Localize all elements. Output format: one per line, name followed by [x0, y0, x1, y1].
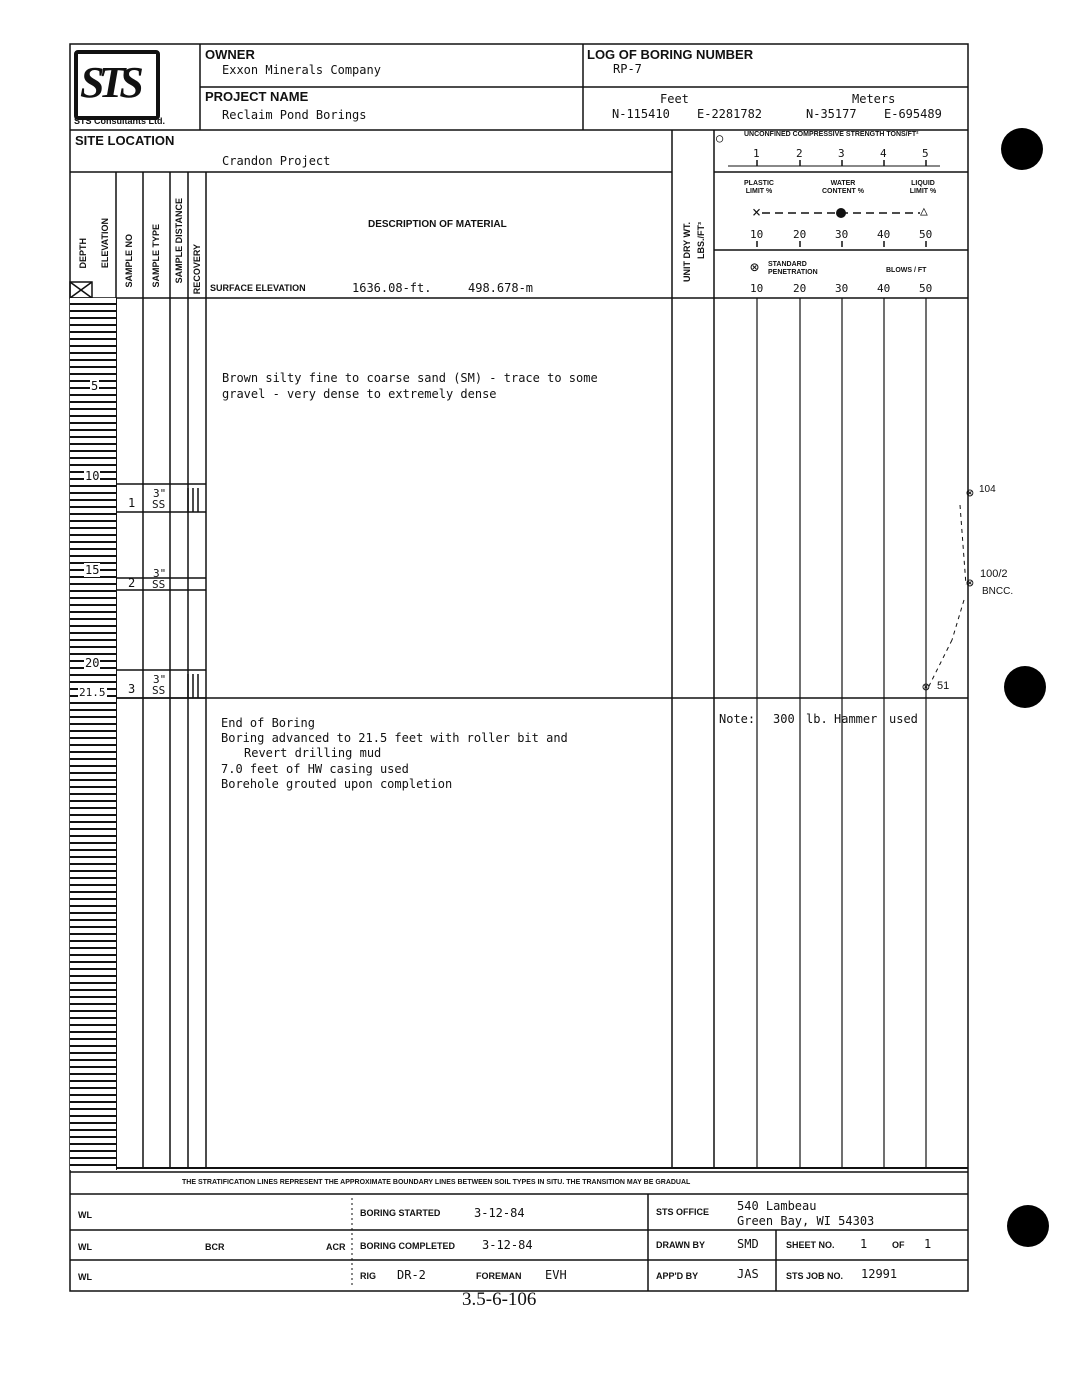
spt-label: STANDARD PENETRATION — [768, 261, 818, 276]
wl-row-1: WL — [78, 1210, 92, 1220]
unconfined-tick-2: 2 — [796, 147, 803, 160]
layer-1-description-line-2: gravel - very dense to extremely dense — [222, 387, 497, 401]
wl-row-3: WL — [78, 1272, 92, 1282]
boring-completed-value: 3-12-84 — [482, 1238, 533, 1252]
layer-1-description-line-1: Brown silty fine to coarse sand (SM) - trace to some — [222, 371, 598, 385]
liquid-limit-triangle-icon: △ — [920, 204, 928, 219]
end-note-line-2: Boring advanced to 21.5 feet with roller bit and — [221, 731, 568, 745]
sample-1-size: 3" — [153, 487, 167, 500]
sts-office-label: STS OFFICE — [656, 1207, 710, 1217]
depth-mark-20: 20 — [85, 656, 100, 670]
unit-dry-wt-header: UNIT DRY WT. — [682, 222, 692, 282]
surface-elevation-ft: 1636.08-ft. — [352, 281, 432, 295]
water-content-label: WATER CONTENT % — [822, 180, 864, 195]
liquid-limit-label: LIQUID LIMIT % — [909, 180, 937, 195]
foreman-label: FOREMAN — [476, 1271, 522, 1281]
drawn-by-label: DRAWN BY — [656, 1240, 705, 1250]
feet-label: Feet — [660, 92, 689, 106]
sample-type-column-header: SAMPLE TYPE — [151, 224, 161, 288]
unconfined-tick-1: 1 — [753, 147, 760, 160]
depth-mark-15: 15 — [85, 563, 100, 577]
sample-3-size: 3" — [153, 673, 167, 686]
meters-easting: E-695489 — [884, 107, 942, 121]
project-name-label: PROJECT NAME — [205, 89, 309, 104]
note-hammer: Hammer — [834, 712, 878, 726]
water-tick-30: 30 — [835, 228, 849, 241]
end-note-line-5: Borehole grouted upon completion — [221, 777, 453, 791]
surface-elevation-m: 498.678-m — [468, 281, 534, 295]
sheet-no-label: SHEET NO. — [786, 1240, 835, 1250]
plastic-limit-label: PLASTIC LIMIT % — [744, 180, 774, 195]
water-tick-40: 40 — [877, 228, 891, 241]
project-name-value: Reclaim Pond Borings — [222, 108, 367, 122]
note-hammer-weight: 300 — [773, 712, 795, 726]
foreman-value: EVH — [545, 1268, 567, 1282]
elevation-column-header: ELEVATION — [100, 218, 110, 269]
sts-office-line-2: Green Bay, WI 54303 — [737, 1214, 875, 1228]
spt-tick-20: 20 — [793, 282, 807, 295]
note-used: used — [889, 712, 918, 726]
unit-dry-wt-units: LBS./FT³ — [696, 222, 706, 259]
blows-sample-2-note: BNCC. — [982, 586, 1014, 597]
appd-by-value: JAS — [737, 1267, 759, 1281]
blows-sample-3: 51 — [937, 680, 950, 692]
water-tick-50: 50 — [919, 228, 933, 241]
boring-number: RP-7 — [613, 62, 642, 76]
blows-label: BLOWS / FT — [886, 267, 927, 274]
of-value: 1 — [924, 1237, 932, 1251]
drawn-by-value: SMD — [737, 1237, 759, 1251]
boring-started-label: BORING STARTED — [360, 1208, 441, 1218]
feet-northing: N-115410 — [612, 107, 670, 121]
stratification-note: THE STRATIFICATION LINES REPRESENT THE APPROXIMATE BOUNDARY LINES BETWEEN SOIL TYPES IN SITU. THE TRANSITION MAY BE GRADUAL — [182, 1179, 691, 1186]
sample-1-no: 1 — [128, 496, 136, 510]
sample-distance-column-header: SAMPLE DISTANCE — [174, 198, 184, 284]
rig-label: RIG — [360, 1271, 377, 1281]
spt-tick-30: 30 — [835, 282, 849, 295]
sample-2-size: 3" — [153, 567, 167, 580]
acr-label: ACR — [326, 1242, 346, 1252]
owner-label: OWNER — [205, 47, 255, 62]
description-header: DESCRIPTION OF MATERIAL — [368, 219, 507, 230]
spt-tick-10: 10 — [750, 282, 764, 295]
feet-easting: E-2281782 — [697, 107, 763, 121]
sample-1-type: SS — [152, 498, 166, 511]
owner-value: Exxon Minerals Company — [222, 63, 381, 77]
spt-mark-sample-2-icon: ⊗ — [966, 576, 974, 591]
boring-completed-label: BORING COMPLETED — [360, 1241, 456, 1251]
water-tick-10: 10 — [750, 228, 764, 241]
surface-elevation-label: SURFACE ELEVATION — [210, 283, 306, 293]
note-label: Note: — [719, 712, 756, 726]
sheet-no-value: 1 — [860, 1237, 868, 1251]
appd-by-label: APP'D BY — [656, 1271, 699, 1281]
sample-2-no: 2 — [128, 576, 136, 590]
unconfined-strength-label: UNCONFINED COMPRESSIVE STRENGTH TONS/FT² — [744, 131, 919, 138]
sample-no-column-header: SAMPLE NO — [124, 234, 134, 288]
end-note-line-3: Revert drilling mud — [244, 746, 382, 760]
unconfined-tick-3: 3 — [838, 147, 845, 160]
spt-tick-40: 40 — [877, 282, 891, 295]
spt-mark-sample-3-icon: ⊗ — [922, 680, 930, 695]
sample-3-no: 3 — [128, 682, 136, 696]
boring-started-value: 3-12-84 — [474, 1206, 525, 1220]
sts-job-no-label: STS JOB NO. — [786, 1271, 844, 1281]
meters-label: Meters — [852, 92, 896, 106]
site-location-label: SITE LOCATION — [75, 133, 175, 148]
rig-value: DR-2 — [397, 1268, 426, 1282]
sts-logo-text: STS — [80, 58, 138, 107]
depth-mark-10: 10 — [85, 469, 100, 483]
unconfined-tick-4: 4 — [880, 147, 887, 160]
water-tick-20: 20 — [793, 228, 807, 241]
spt-tick-50: 50 — [919, 282, 933, 295]
note-units: lb. — [806, 712, 828, 726]
blows-sample-2: 100/2 — [980, 568, 1008, 580]
page-number: 3.5-6-106 — [462, 1289, 537, 1310]
log-of-boring-label: LOG OF BORING NUMBER — [587, 47, 754, 62]
depth-mark-21-5: 21.5 — [79, 686, 106, 699]
of-label: OF — [892, 1240, 905, 1250]
meters-northing: N-35177 — [806, 107, 857, 121]
depth-column-header: DEPTH — [78, 238, 88, 269]
spt-mark-sample-1-icon: ⊗ — [966, 486, 974, 501]
end-note-line-4: 7.0 feet of HW casing used — [221, 762, 409, 776]
wl-row-2: WL — [78, 1242, 92, 1252]
spt-symbol-icon: ⊗ — [750, 258, 760, 276]
plastic-limit-x-icon: × — [752, 203, 762, 221]
sample-3-type: SS — [152, 684, 166, 697]
company-name: STS Consultants Ltd. — [74, 116, 165, 126]
sample-2-type: SS — [152, 578, 166, 591]
end-of-boring: End of Boring — [221, 716, 315, 730]
sts-job-no-value: 12991 — [861, 1267, 898, 1281]
site-location-value: Crandon Project — [222, 154, 331, 168]
unconfined-circle-icon: ○ — [716, 131, 724, 145]
depth-mark-5: 5 — [91, 379, 99, 393]
recovery-column-header: RECOVERY — [192, 244, 202, 295]
blows-sample-1: 104 — [979, 484, 996, 495]
bcr-label: BCR — [205, 1242, 225, 1252]
sts-office-line-1: 540 Lambeau — [737, 1199, 817, 1213]
unconfined-tick-5: 5 — [922, 147, 929, 160]
